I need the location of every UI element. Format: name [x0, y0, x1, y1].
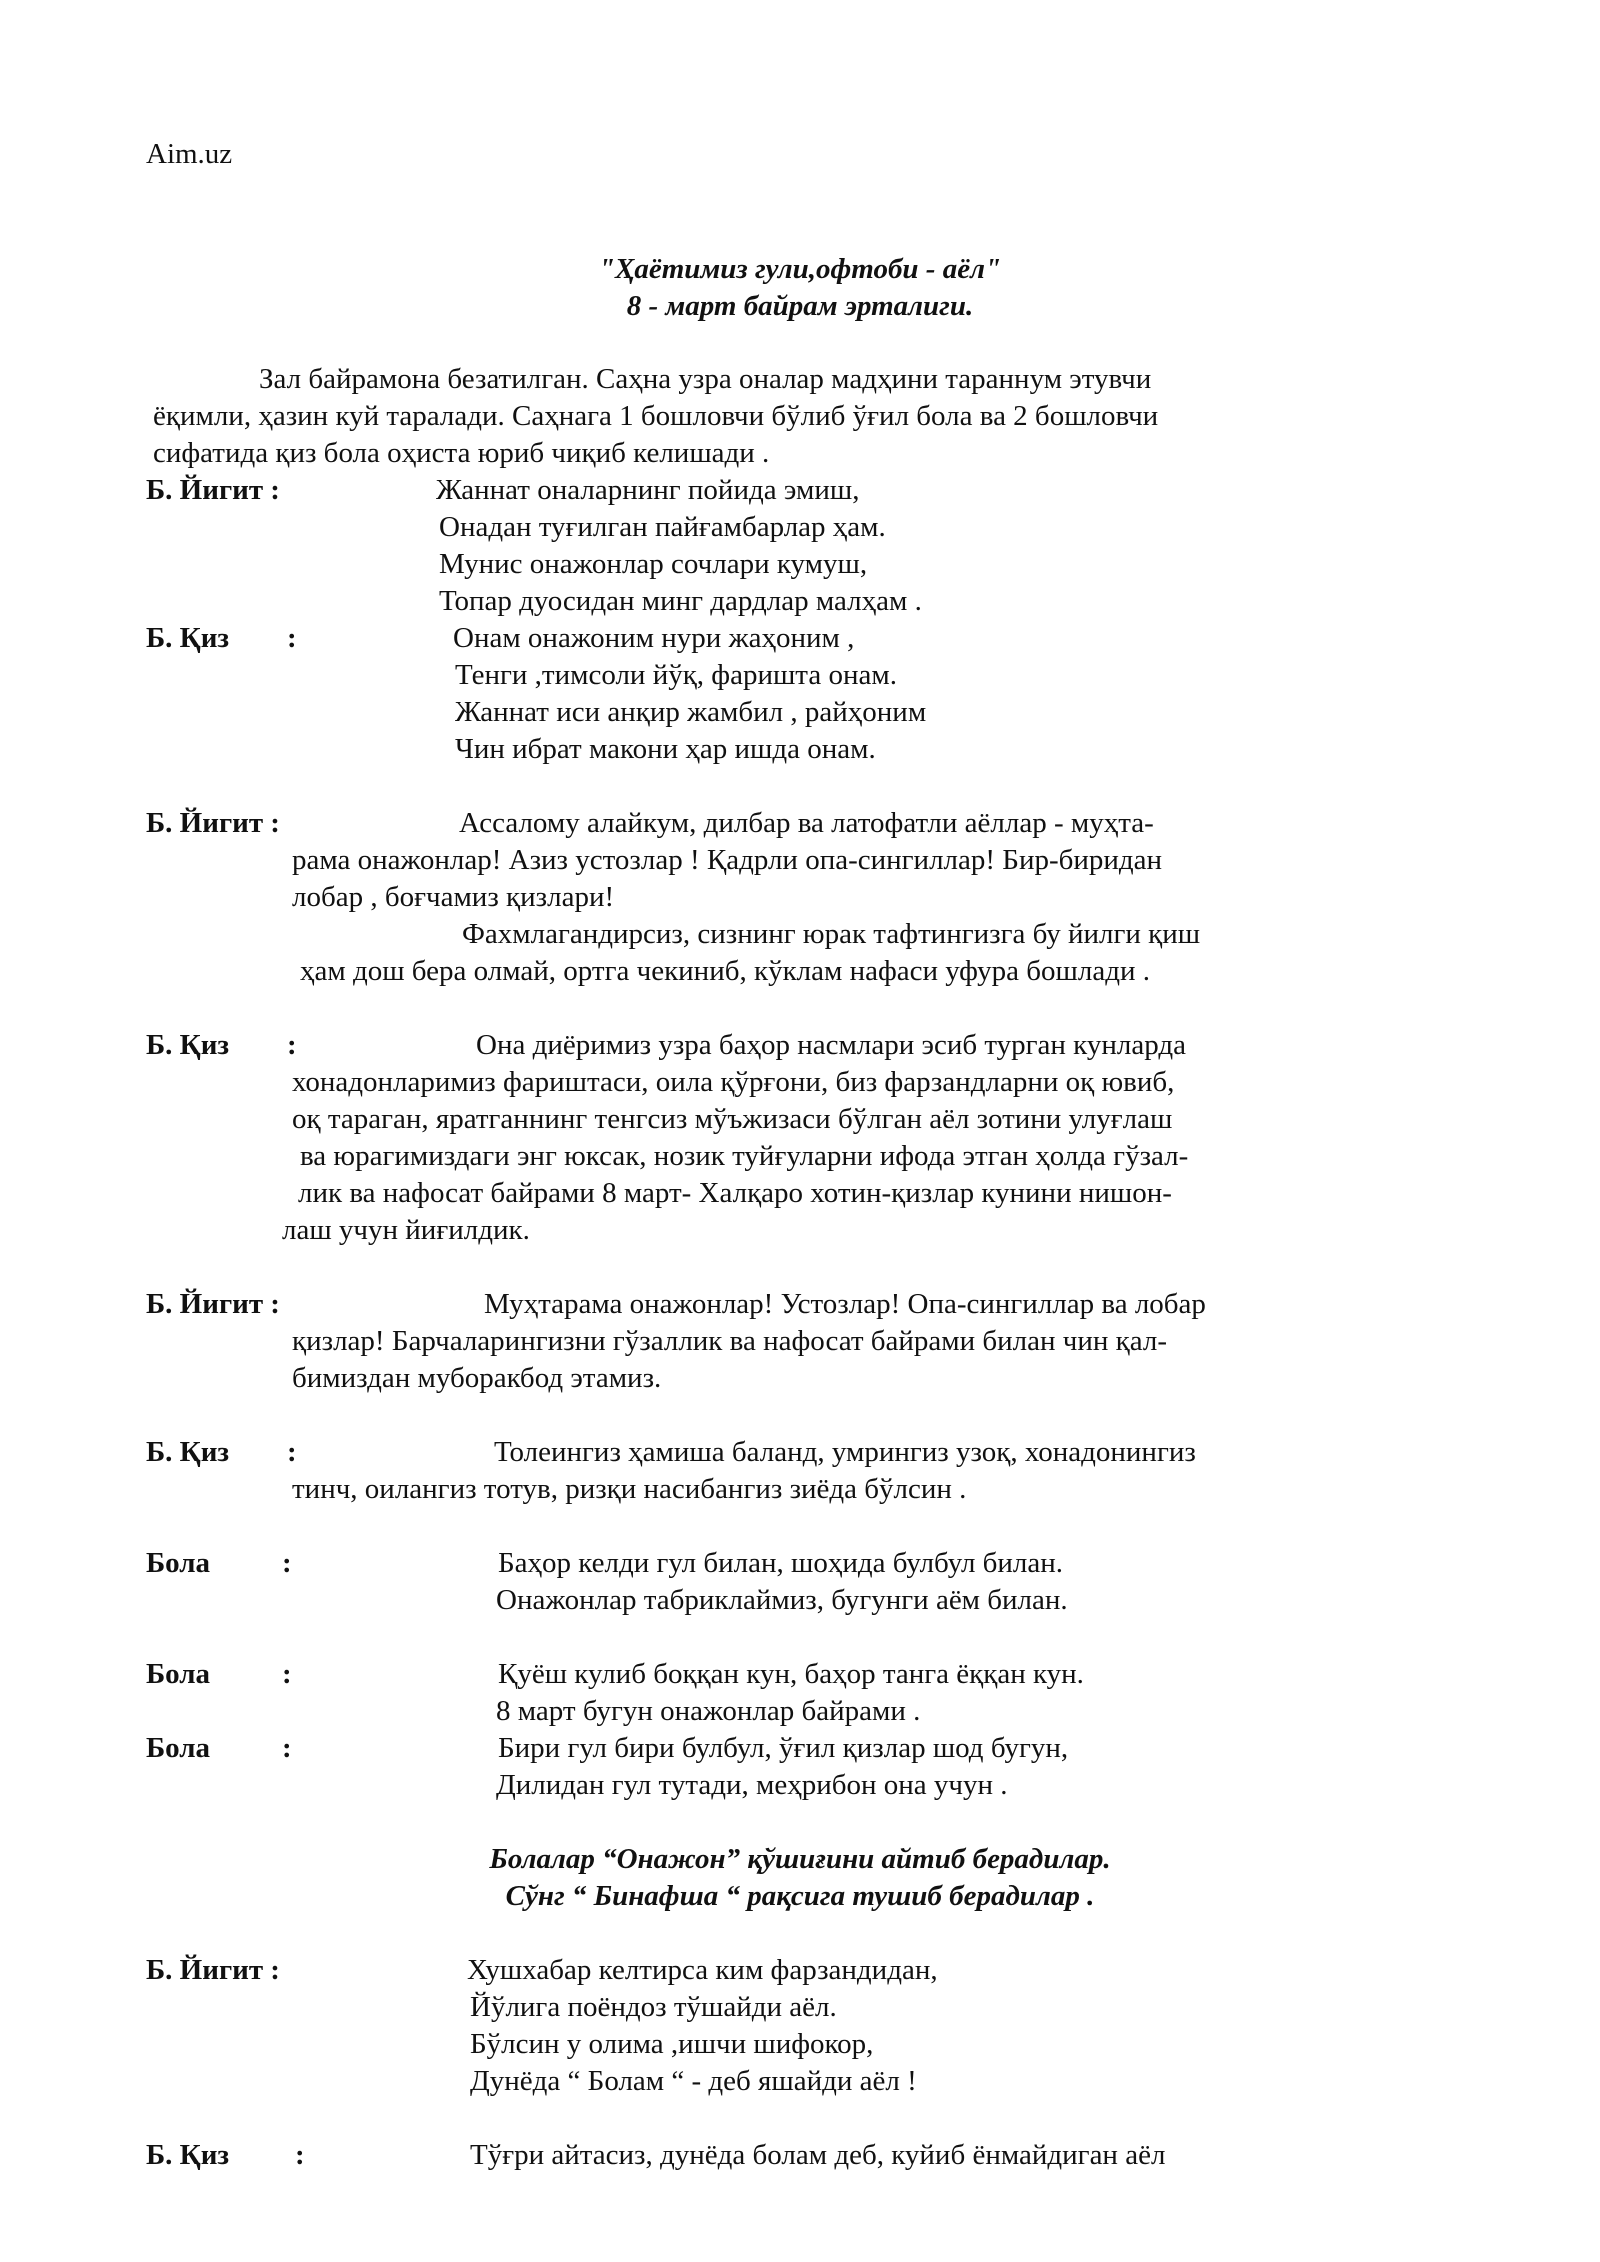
verse-line: Топар дуосидан минг дардлар малҳам .: [439, 585, 922, 617]
speech-line: тинч, оилангиз тотув, ризқи насибангиз зиёда бўлсин .: [292, 1473, 967, 1505]
speech-line: ва юрагимиздаги энг юксак, нозик туйғуларни ифода этган ҳолда гўзал-: [300, 1140, 1189, 1172]
speech-line: Фахмлагандирсиз, сизнинг юрак тафтингизга бу йилги қиш: [462, 918, 1201, 950]
speaker-colon: :: [282, 1732, 292, 1764]
intro-line: ёқимли, ҳазин куй таралади. Саҳнага 1 бошловчи бўлиб ўғил бола ва 2 бошловчи: [153, 400, 1159, 432]
speaker-child: Бола: [146, 1732, 211, 1764]
verse-line: Бири гул бири булбул, ўғил қизлар шод бугун,: [498, 1732, 1069, 1764]
speaker-boy: Б. Йигит :: [146, 1288, 280, 1320]
speaker-colon: :: [287, 1029, 297, 1061]
speech-line: лик ва нафосат байрами 8 март- Халқаро хотин-қизлар кунини нишон-: [298, 1177, 1172, 1209]
speech-line: рама онажонлар! Азиз устозлар ! Қадрли опа-сингиллар! Бир-биридан: [292, 844, 1163, 876]
verse-line: Онадан туғилган пайғамбарлар ҳам.: [439, 511, 886, 543]
speech-line: Она диёримиз узра баҳор насмлари эсиб турган кунларда: [476, 1029, 1186, 1061]
speaker-girl: Б. Қиз: [146, 1029, 230, 1061]
speaker-colon: :: [282, 1658, 292, 1690]
verse-line: Қуёш кулиб боққан кун, баҳор танга ёққан кун.: [498, 1658, 1084, 1690]
intro-line: Зал байрамона безатилган. Саҳна узра оналар мадҳини тараннум этувчи: [259, 363, 1152, 395]
intro-line: сифатида қиз бола оҳиста юриб чиқиб келишади .: [153, 437, 770, 469]
verse-line: Мунис онажонлар сочлари кумуш,: [439, 548, 868, 580]
verse-line: 8 март бугун онажонлар байрами .: [496, 1695, 921, 1727]
speech-line: ҳам дош бера олмай, ортга чекиниб, кўклам нафаси уфура бошлади .: [300, 955, 1150, 987]
speech-line: лаш учун йиғилдик.: [282, 1214, 530, 1246]
stage-direction-line: Болалар “Онажон” қўшиғини айтиб берадилар.: [489, 1843, 1111, 1875]
title-line-1: "Ҳаётимиз гули,офтоби - аёл": [598, 253, 1002, 285]
verse-line: Баҳор келди гул билан, шоҳида булбул билан.: [498, 1547, 1064, 1579]
verse-line: Онам онажоним нури жаҳоним ,: [453, 622, 855, 654]
speech-line: Толеингиз ҳамиша баланд, умрингиз узоқ, хонадонингиз: [494, 1436, 1196, 1468]
speech-line: Ассалому алайкум, дилбар ва латофатли аёллар - муҳта-: [459, 807, 1154, 839]
stage-direction-line: Сўнг “ Бинафша “ рақсига тушиб берадилар .: [505, 1880, 1095, 1912]
speaker-girl: Б. Қиз: [146, 1436, 230, 1468]
speech-line: бимиздан муборакбод этамиз.: [292, 1362, 662, 1394]
speech-line: Тўғри айтасиз, дунёда болам деб, куйиб ёнмайдиган аёл: [470, 2139, 1166, 2171]
verse-line: Дунёда “ Болам “ - деб яшайди аёл !: [470, 2065, 917, 2097]
verse-line: Бўлсин у олима ,ишчи шифокор,: [470, 2028, 874, 2060]
speaker-child: Бола: [146, 1547, 211, 1579]
speech-line: Муҳтарама онажонлар! Устозлар! Опа-сингиллар ва лобар: [484, 1288, 1206, 1320]
speaker-colon: :: [287, 1436, 297, 1468]
speaker-colon: :: [295, 2139, 305, 2171]
speaker-boy: Б. Йигит :: [146, 474, 280, 506]
speaker-boy: Б. Йигит :: [146, 1954, 280, 1986]
verse-line: Чин ибрат макони ҳар ишда онам.: [455, 733, 876, 765]
verse-line: Жаннат оналарнинг пойида эмиш,: [436, 474, 860, 506]
speech-line: хонадонларимиз фариштаси, оила қўрғони, биз фарзандларни оқ ювиб,: [292, 1066, 1175, 1098]
speech-line: лобар , боғчамиз қизлари!: [292, 881, 615, 913]
speech-line: қизлар! Барчаларингизни гўзаллик ва нафосат байрами билан чин қал-: [292, 1325, 1167, 1357]
speaker-colon: :: [282, 1547, 292, 1579]
speech-line: оқ тараган, яратганнинг тенгсиз мўъжизаси бўлган аёл зотини улуғлаш: [292, 1103, 1173, 1135]
site-header: Aim.uz: [146, 138, 233, 170]
verse-line: Тенги ,тимсоли йўқ, фаришта онам.: [455, 659, 897, 691]
speaker-boy: Б. Йигит :: [146, 807, 280, 839]
speaker-child: Бола: [146, 1658, 211, 1690]
speaker-colon: :: [287, 622, 297, 654]
verse-line: Дилидан гул тутади, меҳрибон она учун .: [496, 1769, 1008, 1801]
verse-line: Йўлига поёндоз тўшайди аёл.: [470, 1991, 837, 2023]
verse-line: Онажонлар табриклаймиз, бугунги аём билан.: [496, 1584, 1068, 1616]
verse-line: Хушхабар келтирса ким фарзандидан,: [467, 1954, 938, 1986]
verse-line: Жаннат иси анқир жамбил , райҳоним: [455, 696, 927, 728]
speaker-girl: Б. Қиз: [146, 622, 230, 654]
speaker-girl: Б. Қиз: [146, 2139, 230, 2171]
title-line-2: 8 - март байрам эрталиги.: [626, 290, 974, 322]
